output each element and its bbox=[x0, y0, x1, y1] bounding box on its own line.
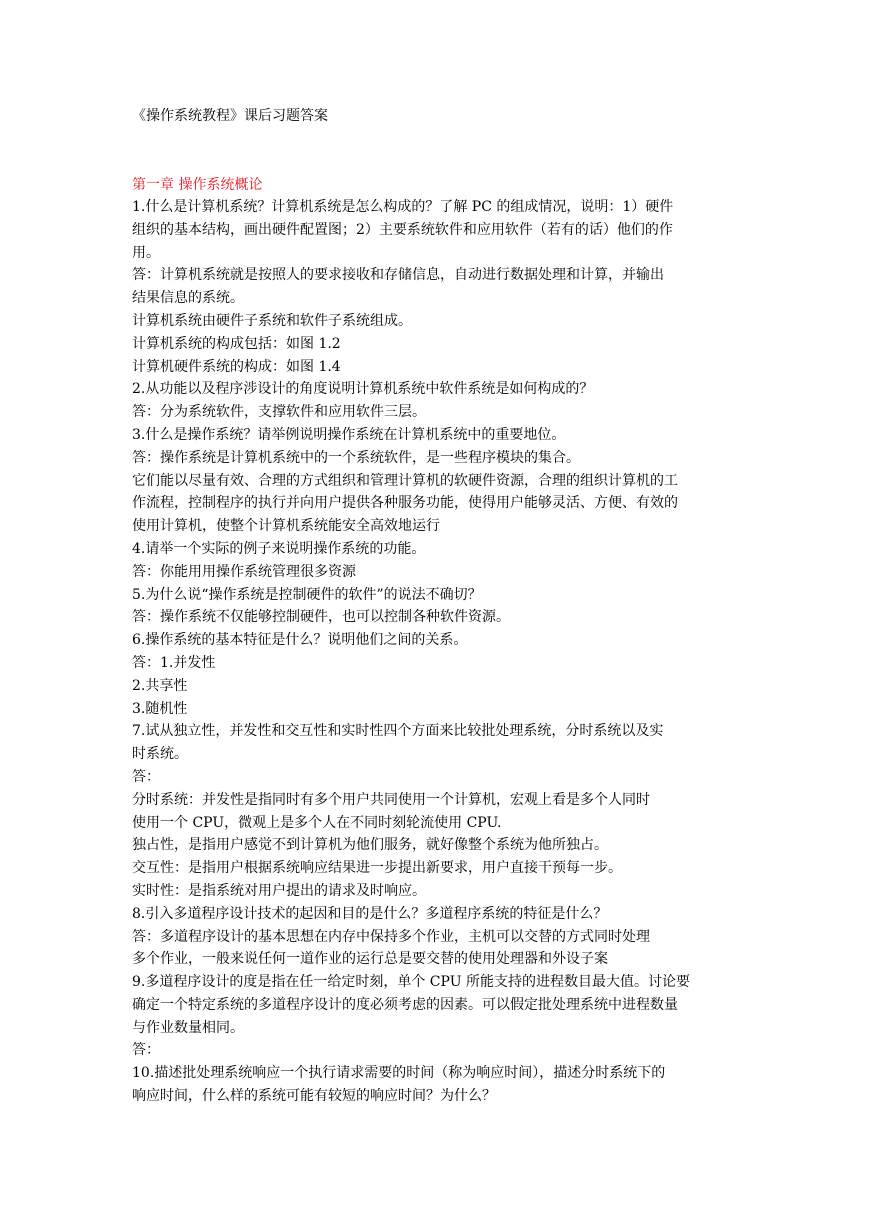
text-line: 答： bbox=[132, 1042, 160, 1059]
document-title: 《操作系统教程》课后习题答案 bbox=[132, 108, 328, 124]
text-line: 9.多道程序设计的度是指在任一给定时刻，单个 CPU 所能支持的进程数目最大值。讨论要 bbox=[132, 974, 690, 991]
text-line: 答：分为系统软件，支撑软件和应用软件三层。 bbox=[132, 404, 426, 421]
text-line: 答：你能用用操作系统管理很多资源 bbox=[132, 563, 356, 580]
text-line: 答：操作系统不仅能够控制硬件，也可以控制各种软件资源。 bbox=[132, 609, 510, 626]
text-line: 3.什么是操作系统？请举例说明操作系统在计算机系统中的重要地位。 bbox=[132, 426, 566, 443]
text-line: 独占性，是指用户感觉不到计算机为他们服务，就好像整个系统为他所独占。 bbox=[132, 837, 608, 854]
text-line: 答： bbox=[132, 768, 160, 785]
text-line: 2.共享性 bbox=[132, 677, 188, 694]
text-line: 作流程，控制程序的执行并向用户提供各种服务功能，使得用户能够灵活、方便、有效的 bbox=[132, 495, 678, 512]
text-line: 2.从功能以及程序涉设计的角度说明计算机系统中软件系统是如何构成的？ bbox=[132, 381, 594, 398]
text-line: 5.为什么说“操作系统是控制硬件的软件”的说法不确切？ bbox=[132, 586, 482, 603]
text-line: 多个作业，一般来说任何一道作业的运行总是要交替的使用处理器和外设子案 bbox=[132, 951, 608, 968]
text-line: 1.什么是计算机系统？计算机系统是怎么构成的？了解 PC 的组成情况，说明：1）硬件 bbox=[132, 199, 674, 215]
text-line: 6.操作系统的基本特征是什么？说明他们之间的关系。 bbox=[132, 632, 468, 649]
text-line: 与作业数量相同。 bbox=[132, 1019, 244, 1036]
document-body bbox=[132, 196, 742, 1108]
text-line: 使用一个 CPU，微观上是多个人在不同时刻轮流使用 CPU. bbox=[132, 814, 502, 831]
text-line: 结果信息的系统。 bbox=[132, 290, 244, 307]
text-line: 计算机硬件系统的构成：如图 1.4 bbox=[132, 358, 341, 375]
text-line: 答：操作系统是计算机系统中的一个系统软件，是一些程序模块的集合。 bbox=[132, 449, 580, 466]
text-line: 计算机系统由硬件子系统和软件子系统组成。 bbox=[132, 312, 412, 329]
text-line: 3.随机性 bbox=[132, 700, 188, 717]
text-line: 组织的基本结构，画出硬件配置图；2）主要系统软件和应用软件（若有的话）他们的作 bbox=[132, 221, 673, 238]
text-line: 答：多道程序设计的基本思想在内存中保持多个作业，主机可以交替的方式同时处理 bbox=[132, 928, 650, 945]
text-line: 交互性：是指用户根据系统响应结果进一步提出新要求，用户直接干预每一步。 bbox=[132, 860, 622, 877]
text-line: 它们能以尽量有效、合理的方式组织和管理计算机的软硬件资源，合理的组织计算机的工 bbox=[132, 472, 678, 489]
text-line: 10.描述批处理系统响应一个执行请求需要的时间（称为响应时间），描述分时系统下的 bbox=[132, 1065, 666, 1082]
text-line: 分时系统：并发性是指同时有多个用户共同使用一个计算机，宏观上看是多个人同时 bbox=[132, 791, 650, 808]
text-line: 答：计算机系统就是按照人的要求接收和存储信息，自动进行数据处理和计算，并输出 bbox=[132, 267, 664, 284]
text-line: 计算机系统的构成包括：如图 1.2 bbox=[132, 335, 341, 352]
text-line: 答：1.并发性 bbox=[132, 654, 216, 671]
text-line: 确定一个特定系统的多道程序设计的度必须考虑的因素。可以假定批处理系统中进程数量 bbox=[132, 996, 678, 1013]
text-line: 用。 bbox=[132, 244, 160, 261]
text-line: 使用计算机，使整个计算机系统能安全高效地运行 bbox=[132, 518, 440, 535]
text-line: 响应时间，什么样的系统可能有较短的响应时间？为什么？ bbox=[132, 1088, 496, 1105]
text-line: 7.试从独立性，并发性和交互性和实时性四个方面来比较批处理系统，分时系统以及实 bbox=[132, 723, 664, 740]
chapter-heading: 第一章 操作系统概论 bbox=[132, 177, 263, 193]
text-line: 实时性：是指系统对用户提出的请求及时响应。 bbox=[132, 882, 426, 899]
text-line: 4.请举一个实际的例子来说明操作系统的功能。 bbox=[132, 540, 426, 557]
text-line: 时系统。 bbox=[132, 746, 188, 763]
text-line: 8.引入多道程序设计技术的起因和目的是什么？多道程序系统的特征是什么？ bbox=[132, 905, 608, 922]
